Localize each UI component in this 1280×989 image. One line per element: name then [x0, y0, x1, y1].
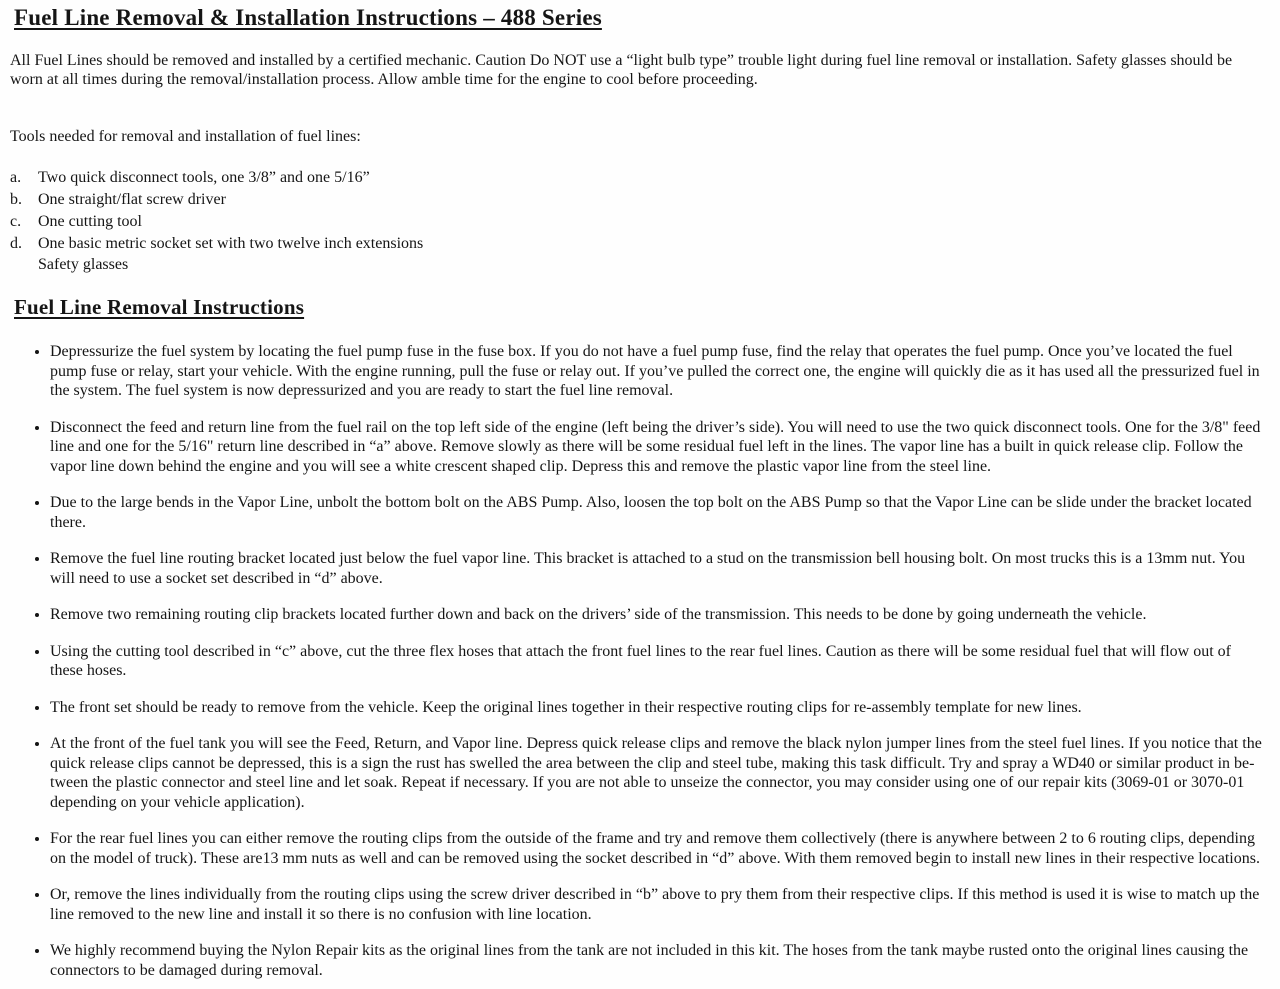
tool-item: [10, 233, 1268, 255]
instruction-item: • At the front of the fuel tank you will see the Feed, Return, and Vapor line. Depress quick release clips and remove the black nylon jumper lines from the steel fuel lines. If you notice that the quick release clips cannot be depressed, this is a sign the rust has swelled the area between the clip and steel tube, making this task difficult. Try and spray a WD40 or similar product in be-tween the plastic connector and steel line and let soak. Repeat if necessary. If you are not able to unseize the connector, you may consider using one of our repair kits (3069-01 or 3070-01 depending on your vehicle application).: [50, 734, 1268, 812]
intro-paragraph: All Fuel Lines should be removed and installed by a certified mechanic. Caution Do NOT use a “light bulb type” trouble light during fuel line removal or installation. Safety glasses should be worn at all times during the removal/installation process. Allow amble time for the engine to cool before proceeding.: [10, 52, 1233, 88]
tool-item-text: One basic metric socket set with two twelve inch extensions: [38, 235, 424, 252]
tool-item-text: Two quick disconnect tools, one 3/8” and one 5/16”: [38, 169, 370, 186]
instruction-item: • For the rear fuel lines you can either remove the routing clips from the outside of the frame and try and remove them collectively (there is anywhere between 2 to 6 routing clips, depending on the model of truck). These are13 mm nuts as well and can be removed using the socket described in “d” above. With them removed begin to install new lines in their respective locations.: [50, 829, 1268, 868]
tool-item: [10, 167, 1268, 189]
instruction-item: • Depressurize the fuel system by locating the fuel pump fuse in the fuse box. If you do not have a fuel pump fuse, find the relay that operates the fuel pump. Once you’ve located the fuel pump fuse or relay, start your vehicle. With the engine running, pull the fuse or relay out. If you’ve pulled the correct one, the engine will quickly die as it has used all the pressurized fuel in the system. The fuel system is now depressurized and you are ready to start the fuel line removal.: [50, 342, 1268, 401]
document-title: Fuel Line Removal & Installation Instructions – 488 Series: [14, 5, 602, 30]
instruction-item: • Disconnect the feed and return line from the fuel rail on the top left side of the engine (left being the driver’s side). You will need to use the two quick disconnect tools. One for the 3/8" feed line and one for the 5/16" return line described in “a” above. Remove slowly as there will be some residual fuel left in the lines. The vapor line has a built in quick release clip. Follow the vapor line down behind the engine and you will see a white crescent shaped clip. Depress this and remove the plastic vapor line from the steel line.: [50, 418, 1268, 477]
safety-glasses-note: Safety glasses: [38, 256, 129, 273]
instruction-item: • Remove the fuel line routing bracket located just below the fuel vapor line. This bracket is attached to a stud on the transmission bell housing bolt. On most trucks this is a 13mm nut. You will need to use a socket set described in “d” above.: [50, 549, 1268, 588]
instruction-item: • Due to the large bends in the Vapor Line, unbolt the bottom bolt on the ABS Pump. Also, loosen the top bolt on the ABS Pump so that the Vapor Line can be slide under the bracket located there.: [50, 493, 1268, 532]
instruction-item: • We highly recommend buying the Nylon Repair kits as the original lines from the tank are not included in this kit. The hoses from the tank maybe rusted onto the original lines causing the connectors to be damaged during removal.: [50, 941, 1268, 980]
instruction-item: • Using the cutting tool described in “c” above, cut the three flex hoses that attach the front fuel lines to the rear fuel lines. Caution as there will be some residual fuel that will flow out of these hoses.: [50, 642, 1268, 681]
instruction-item: • Or, remove the lines individually from the routing clips using the screw driver described in “b” above to pry them from their respective clips. If this method is used it is wise to match up the line removed to the new line and install it so there is no confusion with line location.: [50, 885, 1268, 924]
instruction-item: • The front set should be ready to remove from the vehicle. Keep the original lines together in their respective routing clips for re-assembly template for new lines.: [50, 698, 1268, 718]
tool-item: [10, 189, 1268, 211]
tool-item: [10, 211, 1268, 233]
tools-heading: Tools needed for removal and installation of fuel lines:: [10, 128, 361, 145]
section-heading: Fuel Line Removal Instructions: [14, 295, 305, 319]
tool-item-text: One cutting tool: [38, 213, 142, 230]
instruction-item: • Remove two remaining routing clip brackets located further down and back on the drivers’ side of the transmission. This needs to be done by going underneath the vehicle.: [50, 605, 1268, 625]
tool-item-label: c.: [10, 213, 22, 230]
tool-item-label: d.: [10, 235, 22, 252]
tool-item-label: a.: [10, 169, 22, 186]
tool-item-text: One straight/flat screw driver: [38, 191, 226, 208]
tool-item-label: b.: [10, 191, 22, 208]
tools-list: [10, 167, 1268, 275]
instructions-list: [10, 342, 1268, 980]
